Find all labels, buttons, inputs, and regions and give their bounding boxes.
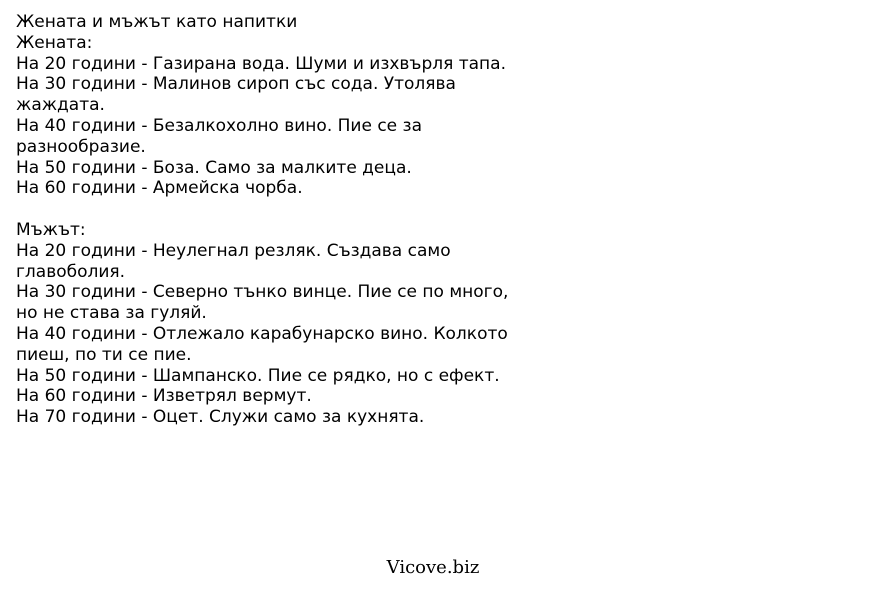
woman-line: На 40 години - Безалкохолно вино. Пие се за xyxy=(16,115,422,136)
man-line: На 70 години - Оцет. Служи само за кухнята. xyxy=(16,407,425,428)
man-line: главоболия. xyxy=(16,261,126,282)
man-line: На 40 години - Отлежало карабунарско вино. Колкото xyxy=(16,323,508,344)
joke-text xyxy=(16,12,576,428)
man-line: На 20 години - Неулегнал резляк. Създава само xyxy=(16,240,451,261)
man-line: На 50 години - Шампанско. Пие се рядко, но с ефект. xyxy=(16,365,500,386)
site-footer: Vicove.biz xyxy=(386,557,480,578)
man-line: но не става за гуляй. xyxy=(16,303,207,324)
joke-title: Жената и мъжът като напитки xyxy=(16,12,298,32)
man-line: пиеш, по ти се пие. xyxy=(16,344,192,365)
woman-line: разнообразие. xyxy=(16,136,146,157)
woman-line: На 20 години - Газирана вода. Шуми и изхвърля тапа. xyxy=(16,53,506,74)
woman-line: На 60 години - Армейска чорба. xyxy=(16,178,303,199)
man-line: На 60 години - Изветрял вермут. xyxy=(16,386,312,407)
man-heading: Мъжът: xyxy=(16,219,86,240)
woman-heading: Жената: xyxy=(16,32,93,53)
man-line: На 30 години - Северно тънко винце. Пие се по много, xyxy=(16,282,509,303)
woman-line: жаждата. xyxy=(16,95,105,116)
woman-line: На 30 години - Малинов сироп със сода. Утолява xyxy=(16,74,456,95)
section-spacer xyxy=(16,199,576,220)
woman-line: На 50 години - Боза. Само за малките деца. xyxy=(16,157,412,178)
